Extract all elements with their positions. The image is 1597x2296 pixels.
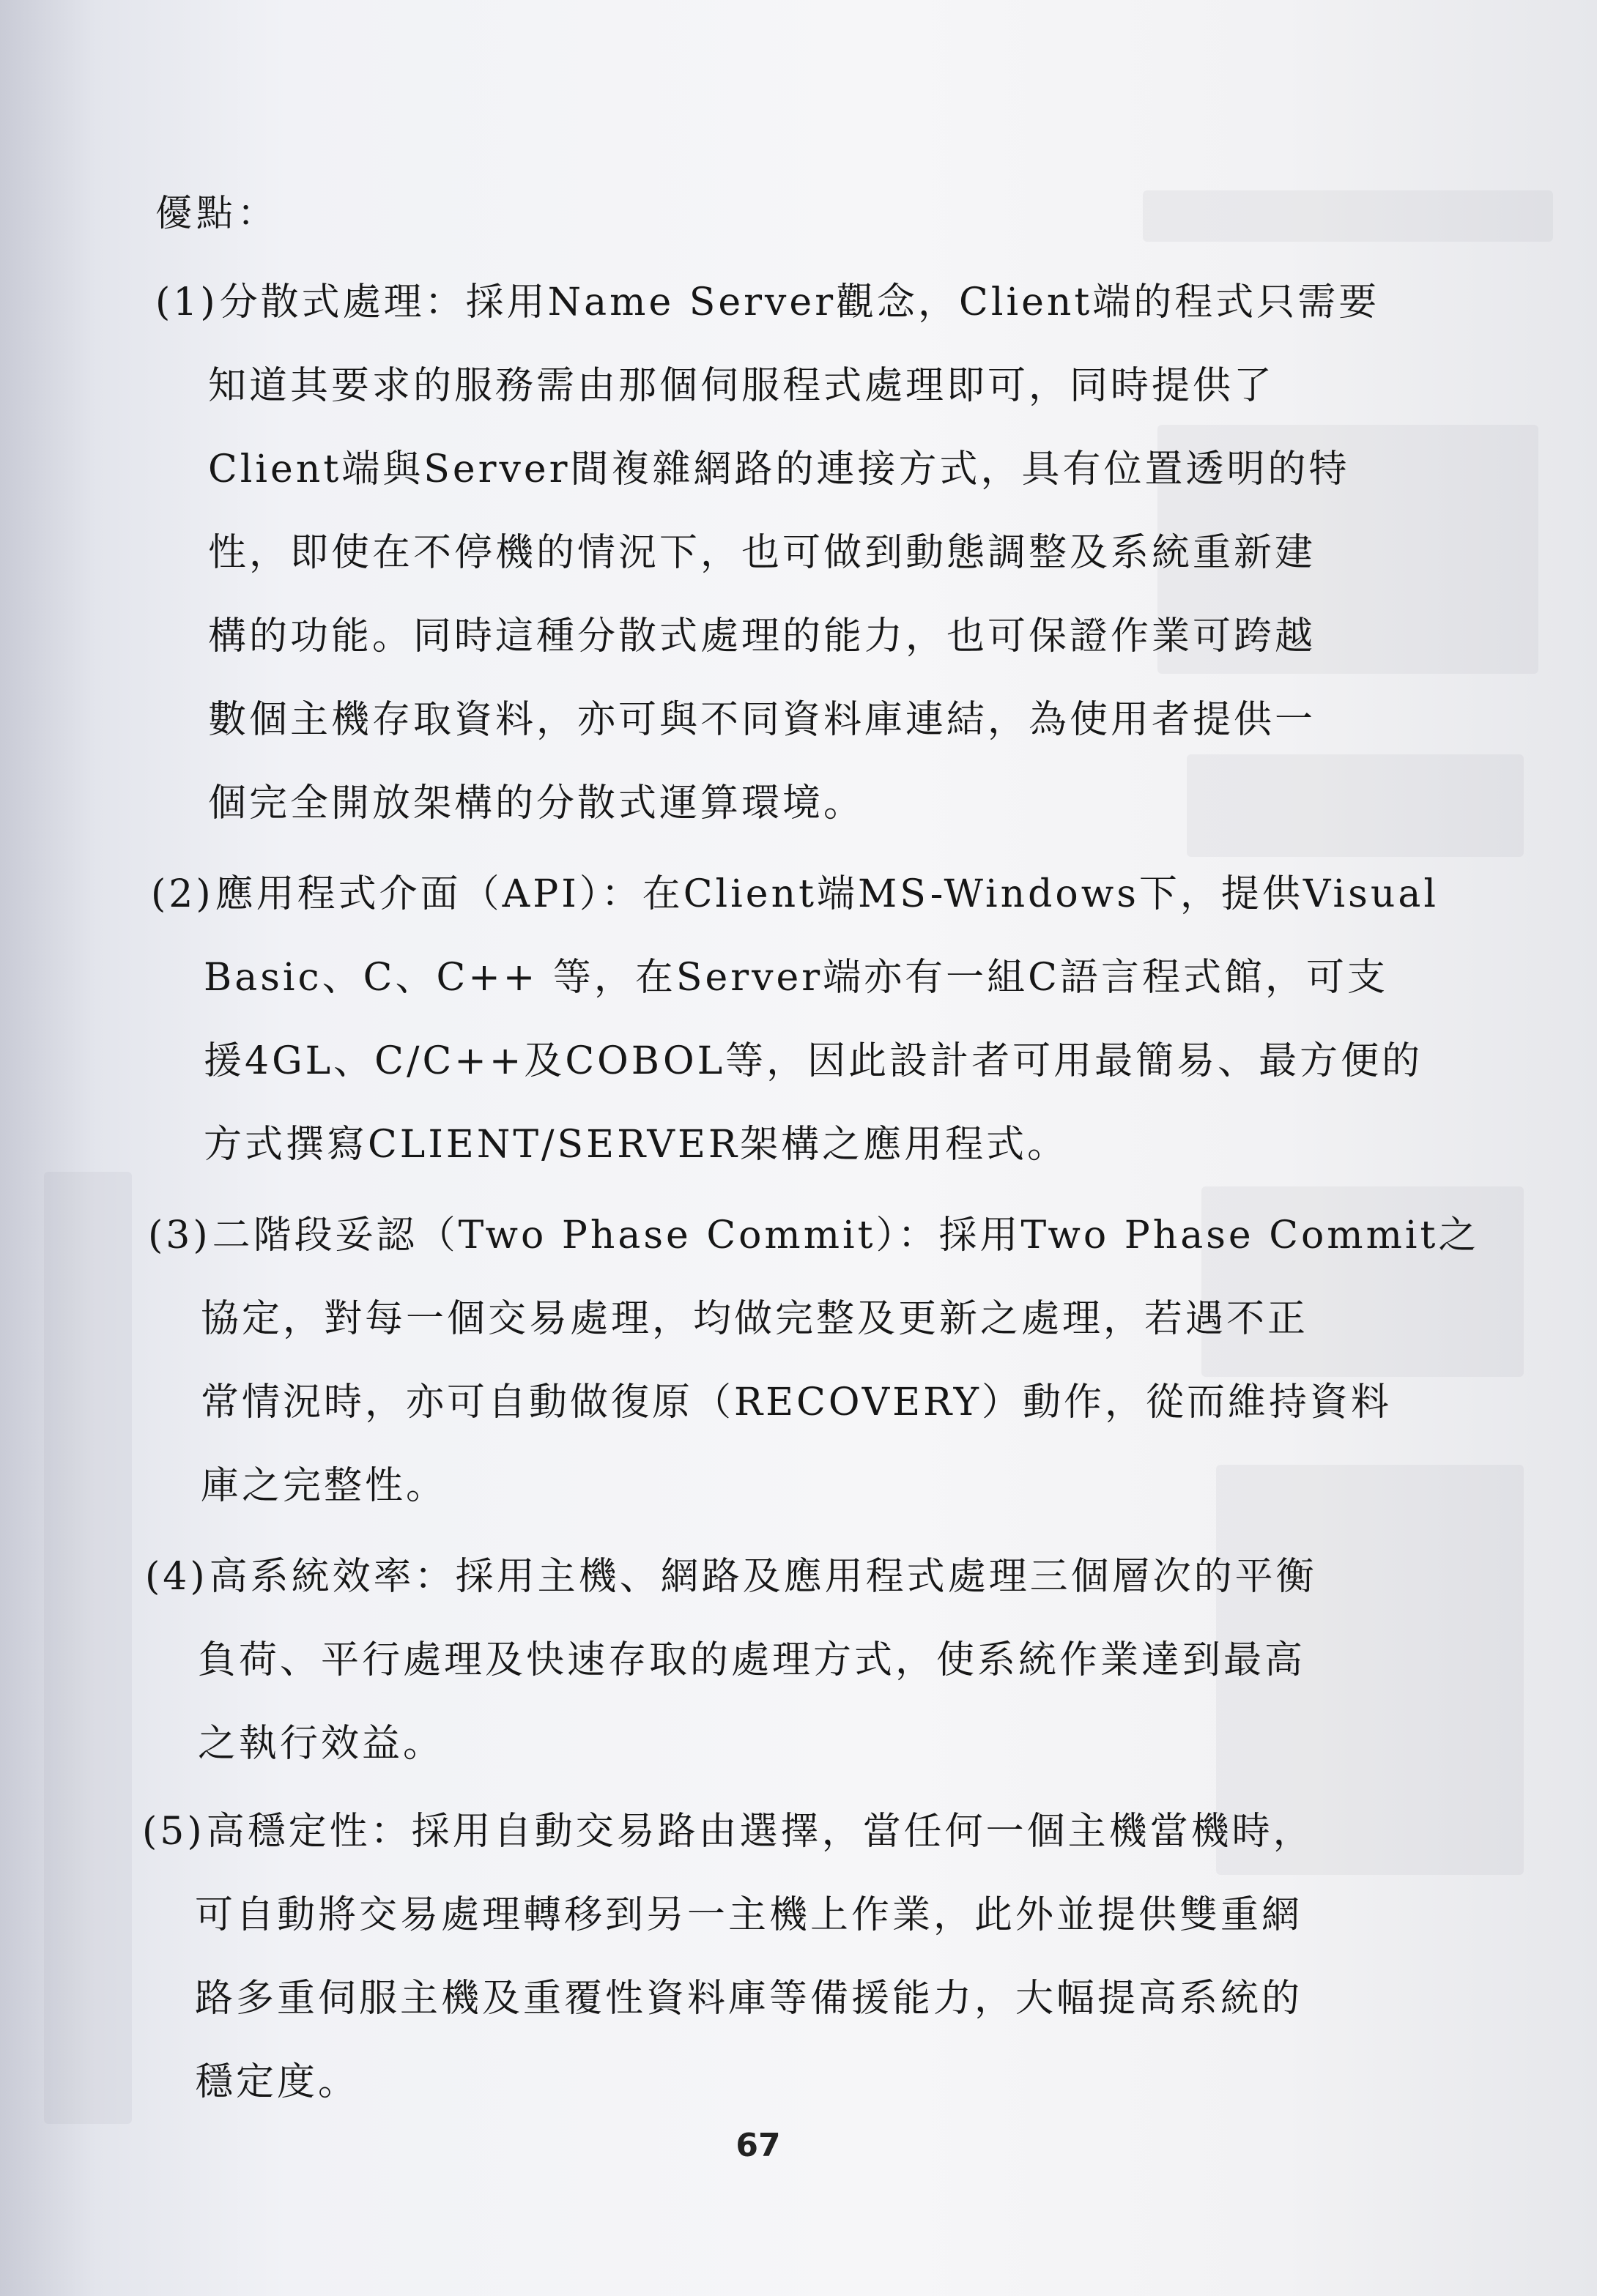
item-5-line-1: (5)高穩定性：採用自動交易路由選擇，當任何一個主機當機時，: [142, 1806, 1314, 1857]
item-5-line-4: 穩定度。: [195, 2060, 360, 2104]
item-2-line-3: 援4GL、C/C++及COBOL等，因此設計者可用最簡易、最方便的: [204, 1039, 1423, 1083]
item-3-line-4: 庫之完整性。: [201, 1464, 448, 1508]
item-1-label: (1): [155, 281, 218, 324]
item-3-line-2: 協定，對每一個交易處理，均做完整及更新之處理，若遇不正: [201, 1297, 1309, 1341]
page-number: 67: [735, 2127, 781, 2164]
item-2-line-1: (2)應用程式介面（API）：在Client端MS-Windows下，提供Visual: [151, 869, 1439, 920]
item-5-label: (5): [142, 1810, 205, 1854]
item-3-line-1: (3)二階段妥認（Two Phase Commit）：採用Two Phase Commit之: [148, 1210, 1479, 1261]
item-1-line-1: (1)分散式處理：採用Name Server觀念，Client端的程式只需要: [155, 277, 1379, 328]
item-1-line-7: 個完全開放架構的分散式運算環境。: [208, 781, 865, 825]
item-4-line-2: 負荷、平行處理及快速存取的處理方式，使系統作業達到最高: [198, 1638, 1306, 1682]
item-2-line-4: 方式撰寫CLIENT/SERVER架構之應用程式。: [204, 1123, 1069, 1167]
item-1-line-2: 知道其要求的服務需由那個伺服程式處理即可，同時提供了: [208, 364, 1275, 408]
item-4-line-3: 之執行效益。: [198, 1722, 445, 1766]
item-4-label: (4): [145, 1555, 208, 1599]
item-3-label: (3): [148, 1214, 211, 1257]
item-5-line-2: 可自動將交易處理轉移到另一主機上作業，此外並提供雙重網: [195, 1893, 1303, 1937]
item-1-line-3: Client端與Server間複雜網路的連接方式，具有位置透明的特: [208, 447, 1350, 491]
item-4-line-1: (4)高系統效率：採用主機、網路及應用程式處理三個層次的平衡: [145, 1551, 1317, 1602]
item-2-line-2: Basic、C、C++ 等，在Server端亦有一組C語言程式館，可支: [204, 956, 1388, 1000]
item-3-line-3: 常情況時，亦可自動做復原（RECOVERY）動作，從而維持資料: [201, 1381, 1393, 1424]
item-1-line-4: 性，即使在不停機的情況下，也可做到動態調整及系統重新建: [208, 531, 1316, 575]
item-1-line-6: 數個主機存取資料，亦可與不同資料庫連結，為使用者提供一: [208, 698, 1316, 742]
item-1-line-5: 構的功能。同時這種分散式處理的能力，也可保證作業可跨越: [208, 614, 1316, 658]
item-2-label: (2): [151, 872, 214, 916]
section-heading: 優點：: [155, 192, 278, 234]
item-5-line-3: 路多重伺服主機及重覆性資料庫等備援能力，大幅提高系統的: [195, 1977, 1303, 2021]
